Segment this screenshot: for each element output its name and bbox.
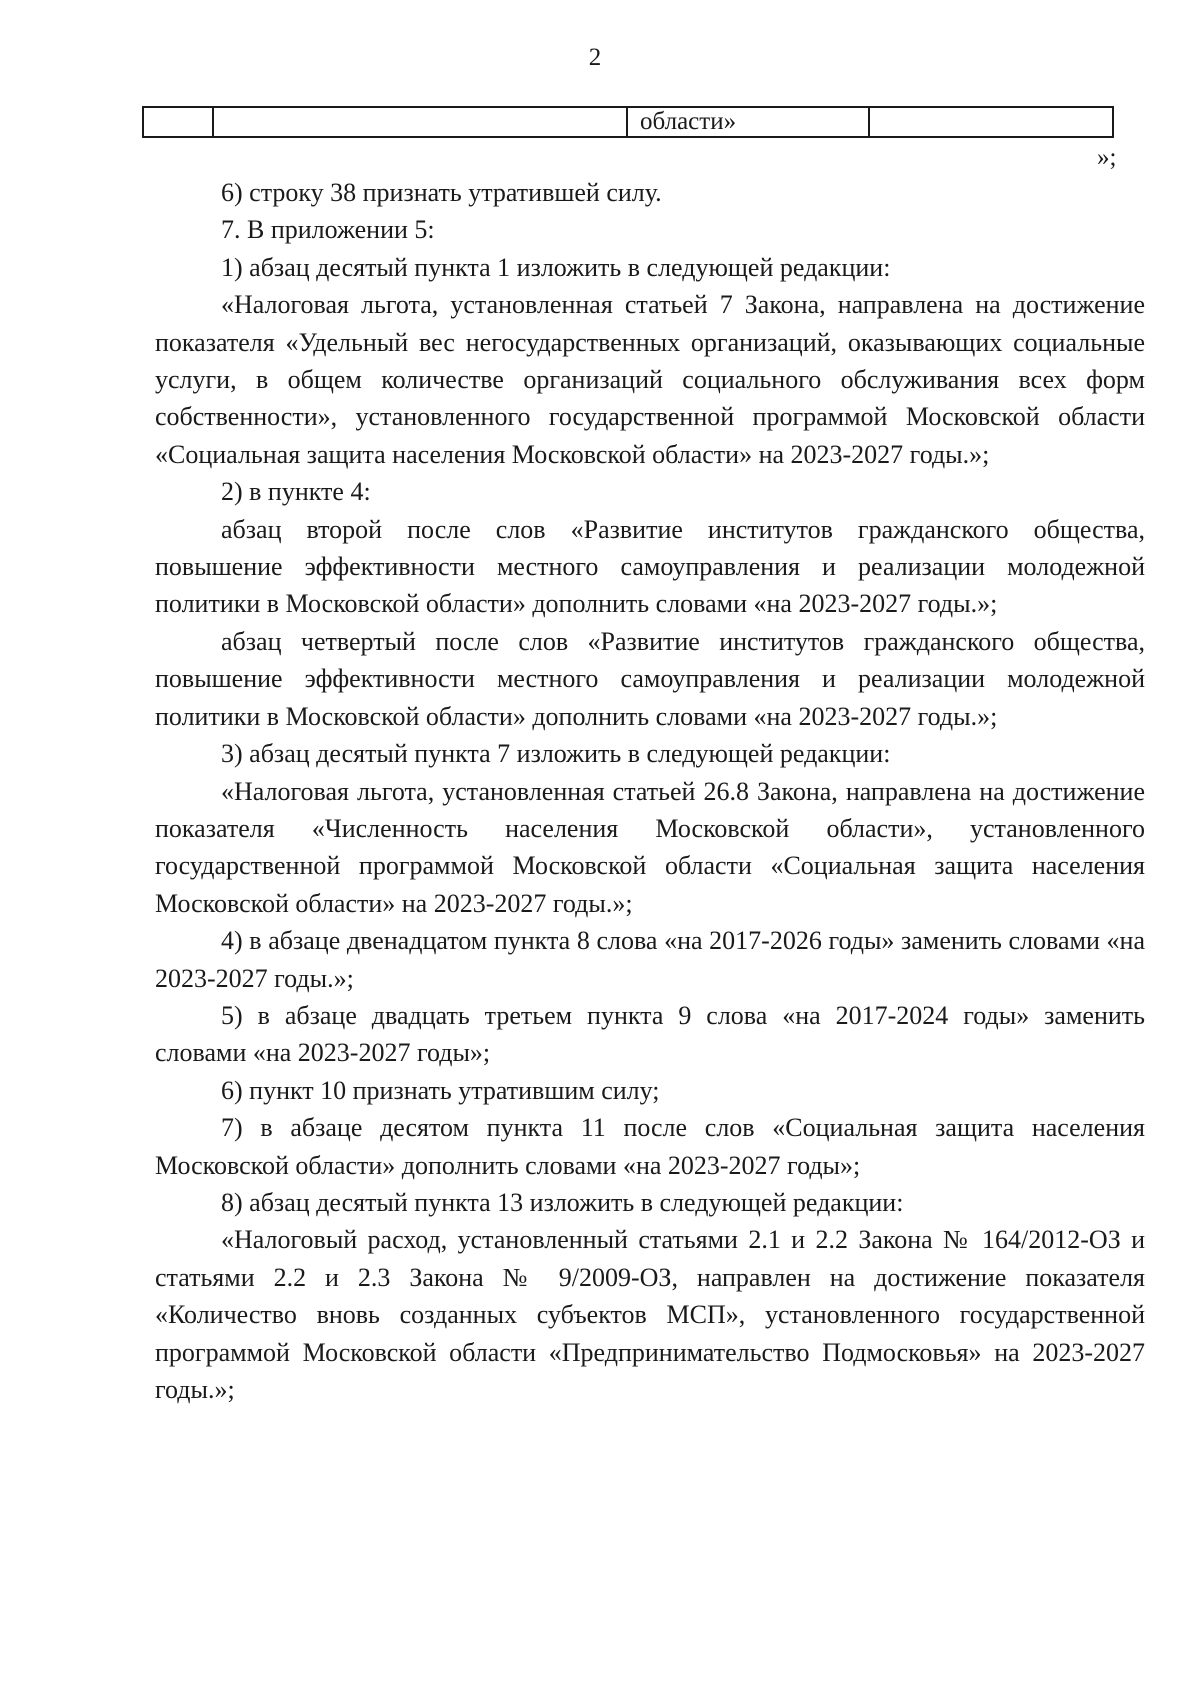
paragraph: 3) абзац десятый пункта 7 изложить в следующей редакции: xyxy=(221,739,891,769)
paragraph: абзац второй после слов «Развитие институтов гражданского общества, повышение эффективности местного самоуправления и реализации молодежной политики в Московской области» дополнить словами «на 2023-2027 годы.»; xyxy=(155,514,1145,619)
page-number: 2 xyxy=(588,44,602,71)
paragraph: 6) пункт 10 признать утратившим силу; xyxy=(221,1075,660,1105)
paragraph: «Налоговая льгота, установленная статьей 7 Закона, направлена на достижение показателя «Удельный вес негосударственных организаций, оказывающих социальные услуги, в общем количестве организаций социального обслуживания всех форм собственности», установленного государственной программой Московской области «Социальная защита населения Московской области» на 2023-2027 годы.»; xyxy=(155,290,1145,469)
paragraph: «Налоговая льгота, установленная статьей 26.8 Закона, направлена на достижение показателя «Численность населения Московской области», установленного государственной программой Московской области «Социальная защита населения Московской области» на 2023-2027 годы.»; xyxy=(155,776,1145,918)
document-body xyxy=(155,174,1145,1408)
paragraph: абзац четвертый после слов «Развитие институтов гражданского общества, повышение эффективности местного самоуправления и реализации молодежной политики в Московской области» дополнить словами «на 2023-2027 годы.»; xyxy=(155,626,1145,731)
paragraph: 7) в абзаце десятом пункта 11 после слов «Социальная защита населения Московской области» дополнить словами «на 2023-2027 годы»; xyxy=(155,1113,1145,1180)
paragraph: 7. В приложении 5: xyxy=(221,215,435,245)
paragraph: 2) в пункте 4: xyxy=(221,477,371,507)
table-fragment xyxy=(142,106,1114,138)
table-column-divider xyxy=(626,108,628,136)
paragraph: «Налоговый расход, установленный статьями 2.1 и 2.2 Закона № 164/2012-ОЗ и статьями 2.2 и 2.3 Закона № 9/2009-ОЗ, направлен на достижение показателя «Количество вновь созданных субъектов МСП», установленного государственной программой Московской области «Предпринимательство Подмосковья» на 2023-2027 годы.»; xyxy=(155,1225,1145,1404)
paragraph: 4) в абзаце двенадцатом пункта 8 слова «на 2017-2026 годы» заменить словами «на 2023-2027 годы.»; xyxy=(155,926,1145,993)
paragraph: 1) абзац десятый пункта 1 изложить в следующей редакции: xyxy=(221,252,891,282)
table-cell-text: области» xyxy=(640,108,737,135)
table-column-divider xyxy=(868,108,870,136)
table-column-divider xyxy=(212,108,214,136)
closing-quote-mark: »; xyxy=(1097,144,1117,171)
paragraph: 6) строку 38 признать утратившей силу. xyxy=(221,178,662,207)
paragraph: 8) абзац десятый пункта 13 изложить в следующей редакции: xyxy=(221,1187,904,1217)
paragraph: 5) в абзаце двадцать третьем пункта 9 слова «на 2017-2024 годы» заменить словами «на 2023-2027 годы»; xyxy=(155,1000,1145,1068)
